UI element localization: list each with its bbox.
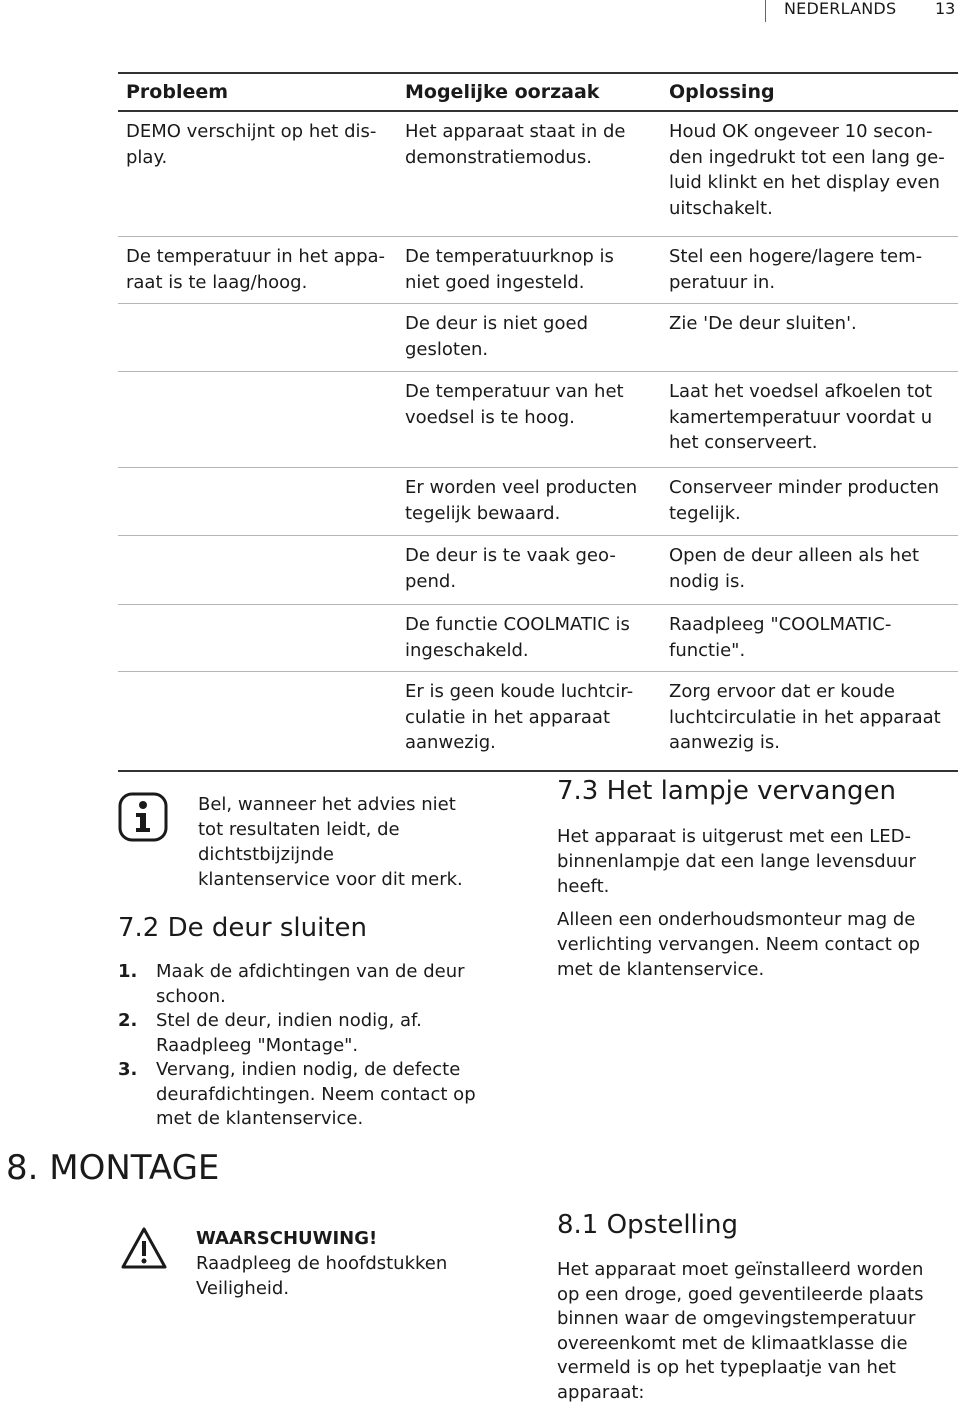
step-text: Maak de afdichtingen van de deur schoon. — [156, 961, 465, 1007]
warning-text: Raadpleeg de hoofdstukken Veiligheid. — [196, 1253, 448, 1299]
cell-oplossing: Zorg ervoor dat er koude luchtcirculatie in het apparaat aanwezig is. — [669, 681, 941, 753]
cell-oplossing: Houd OK ongeveer 10 secon- den ingedrukt tot een lang ge- luid klinkt en het display even uitschakelt. — [669, 121, 945, 219]
cell-oorzaak: De temperatuur van het voedsel is te hoog. — [405, 381, 624, 428]
cell-oplossing: Open de deur alleen als het nodig is. — [669, 545, 920, 592]
step-number: 1. — [118, 961, 138, 982]
table-header — [118, 72, 958, 112]
step-3 — [118, 1058, 508, 1132]
cell-oplossing: Stel een hogere/lagere tem- peratuur in. — [669, 246, 923, 293]
step-1 — [118, 960, 508, 1009]
table-row — [118, 112, 958, 237]
step-text: Stel de deur, indien nodig, af. Raadpleeg "Montage". — [156, 1010, 422, 1056]
column-header-oorzaak: Mogelijke oorzaak — [405, 81, 600, 103]
column-header-probleem: Probleem — [126, 81, 229, 103]
cell-oorzaak: De deur is te vaak geo- pend. — [405, 545, 616, 592]
cell-oplossing: Conserveer minder producten tegelijk. — [669, 477, 940, 524]
warning-title: WAARSCHUWING! — [196, 1228, 378, 1249]
cell-oorzaak: De temperatuurknop is niet goed ingesteld. — [405, 246, 614, 293]
cell-oorzaak: De functie COOLMATIC is ingeschakeld. — [405, 614, 630, 661]
cell-probleem: DEMO verschijnt op het dis- play. — [126, 121, 377, 168]
section-7-3-paragraph-1: Het apparaat is uitgerust met een LED- binnenlampje dat een lange levensduur heeft. — [557, 826, 916, 897]
info-icon — [118, 792, 168, 842]
troubleshooting-table — [118, 72, 958, 772]
section-8-1-paragraph: Het apparaat moet geïnstalleerd worden op een droge, goed geventileerde plaats binnen waar de omgevingstemperatuur overeenkomt met de klimaatklasse die vermeld is op het typeplaatje van het apparaat: — [557, 1259, 924, 1403]
step-number: 3. — [118, 1059, 138, 1080]
section-8-1-title: 8.1 Opstelling — [557, 1210, 738, 1240]
step-text: Vervang, indien nodig, de defecte deurafdichtingen. Neem contact op met de klantenservice. — [156, 1059, 476, 1129]
section-7-2-title: 7.2 De deur sluiten — [118, 913, 367, 943]
door-steps-list — [118, 960, 508, 1132]
cell-probleem: De temperatuur in het appa- raat is te laag/hoog. — [126, 246, 386, 293]
cell-oplossing: Raadpleeg "COOLMATIC- functie". — [669, 614, 892, 661]
cell-oorzaak: Er worden veel producten tegelijk bewaard. — [405, 477, 638, 524]
table-row — [118, 372, 958, 468]
step-number: 2. — [118, 1010, 138, 1031]
table-row — [118, 605, 958, 672]
warning-icon — [120, 1226, 168, 1270]
section-7-3-paragraph-2: Alleen een onderhoudsmonteur mag de verlichting vervangen. Neem contact op met de klantenservice. — [557, 909, 921, 980]
chapter-8-title: 8. MONTAGE — [6, 1148, 220, 1188]
warning-block — [196, 1226, 496, 1301]
table-row — [118, 304, 958, 372]
page-number: 13 — [935, 0, 956, 18]
cell-oorzaak: Het apparaat staat in de demonstratiemodus. — [405, 121, 626, 168]
cell-oplossing: Zie 'De deur sluiten'. — [669, 313, 857, 334]
column-header-oplossing: Oplossing — [669, 81, 775, 103]
header-divider — [765, 0, 766, 22]
table-row — [118, 536, 958, 605]
table-row — [118, 468, 958, 536]
table-row — [118, 237, 958, 304]
page-header — [0, 0, 960, 30]
section-7-3-title: 7.3 Het lampje vervangen — [557, 776, 896, 806]
cell-oorzaak: Er is geen koude luchtcir- culatie in het apparaat aanwezig. — [405, 681, 634, 753]
info-note-text: Bel, wanneer het advies niet tot resultaten leidt, de dichtstbijzijnde klantenservice voor dit merk. — [198, 794, 463, 890]
cell-oplossing: Laat het voedsel afkoelen tot kamertemperatuur voordat u het conserveert. — [669, 381, 933, 453]
table-row — [118, 672, 958, 772]
cell-oorzaak: De deur is niet goed gesloten. — [405, 313, 588, 360]
header-language: NEDERLANDS — [784, 0, 897, 18]
step-2 — [118, 1009, 508, 1058]
